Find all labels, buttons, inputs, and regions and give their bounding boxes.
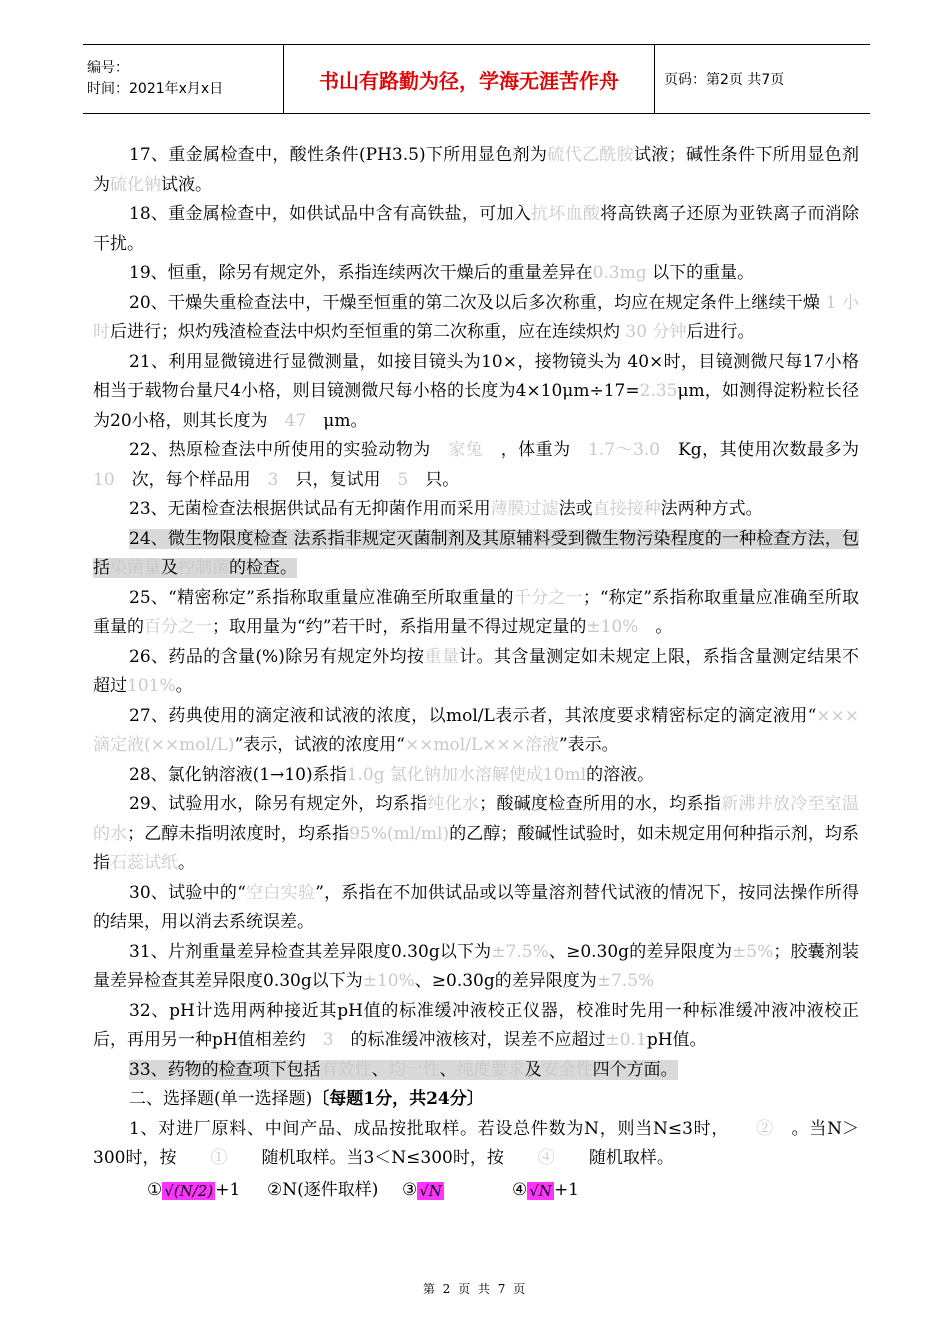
question-text: 随机取样。 <box>554 1148 674 1168</box>
paragraph-q24 <box>93 525 859 584</box>
question-text: 后进行。 <box>686 322 755 342</box>
option-number: ④ <box>512 1179 528 1200</box>
question-text: 二、选择题(单一选择题) <box>129 1089 313 1109</box>
header-meta <box>83 45 283 113</box>
question-text: 后进行；炽灼残渣检查法中炽灼至恒重的第二次称重，应在连续炽灼 <box>110 322 620 342</box>
paragraph-q22 <box>93 436 876 495</box>
question-text: 的标准缓冲液核对，误差不应超过 <box>333 1030 606 1050</box>
option-text: N(逐件取样) <box>282 1179 379 1200</box>
paragraph-c1 <box>93 1115 859 1174</box>
question-text: pH值。 <box>646 1030 707 1050</box>
answer-text: 均一性 <box>388 1059 440 1080</box>
question-text: ；“称定”系指称取重量应准确至所取重量的 <box>93 587 860 637</box>
question-text: 23、无菌检查法根据供试品有无抑菌作用而采用 <box>129 499 491 519</box>
answer-text: ±5% <box>732 941 774 962</box>
formula-image: √N <box>529 1181 552 1200</box>
answer-text: 1.0g 氯化钠加水溶解使成10ml <box>346 764 587 785</box>
header-page-info <box>655 45 870 113</box>
question-text: 的溶液。 <box>586 764 655 785</box>
question-text: 试液。 <box>161 174 212 195</box>
answer-text: 3 <box>322 1030 334 1050</box>
question-text: 18、重金属检查中，如供试品中含有高铁盐，可加入 <box>129 204 532 224</box>
question-text: 32、pH计选用两种接近其pH值的标准缓冲液校正仪器，校准时先用一种标准缓冲液冲液校正后，再用另一种pH值相差约 <box>93 1000 859 1050</box>
answer-text: 重量 <box>424 646 460 667</box>
question-text: 17、重金属检查中，酸性条件(PH3.5)下所用显色剂为 <box>129 145 548 165</box>
paragraph-q27 <box>93 702 859 761</box>
answer-text: 30 分钟 <box>620 322 687 342</box>
question-text: 的乙醇；酸碱性试验时，如未规定用何种指示剂，均系指 <box>93 823 860 873</box>
question-text: 法或 <box>558 499 593 519</box>
answer-text: ±10% <box>362 971 415 991</box>
header-motto <box>283 45 655 113</box>
option-number: ② <box>267 1179 283 1200</box>
question-text: μm，如测得淀粉粒长径为20小格，则其长度为 <box>93 381 860 431</box>
question-text: 、 <box>371 1059 389 1080</box>
paragraph-q21 <box>93 348 859 437</box>
question-text: 。当N＞300时，按 <box>93 1118 860 1168</box>
paragraph-q33 <box>93 1056 859 1086</box>
number-label: 编号： <box>87 60 129 76</box>
question-text: 20、干燥失重检查法中，干燥至恒重的第二次及以后多次称重，均应在规定条件上继续干燥 <box>129 292 821 313</box>
answer-text: ④ <box>537 1148 555 1168</box>
question-text: 。 <box>175 676 193 696</box>
option-text: +1 <box>553 1179 579 1200</box>
answer-text: ×××滴定液(××mol/L) <box>93 705 859 755</box>
question-text: ；酸碱度检查所用的水，均系指 <box>479 794 722 814</box>
paragraph-q20 <box>93 289 859 348</box>
question-text: 。 <box>178 853 195 873</box>
question-text: 。 <box>638 617 673 637</box>
question-text: 的检查。 <box>229 558 297 578</box>
answer-text: 2.35 <box>639 381 678 401</box>
question-text: 1、对进厂原料、中间产品、成品按批取样。若设总件数为N，则当N≤3时， <box>129 1118 757 1139</box>
answer-text: 石蕊试纸 <box>110 853 178 873</box>
answer-text: ±7.5% <box>596 971 655 991</box>
answer-text: 101% <box>127 676 176 696</box>
question-text: 法两种方式。 <box>660 499 763 519</box>
answer-text: 家兔 <box>448 440 484 460</box>
paragraph-q32 <box>93 997 859 1056</box>
option-3 <box>402 1176 512 1206</box>
answer-text: ××mol/L×××溶液 <box>404 735 559 755</box>
question-text: 及 <box>524 1059 542 1080</box>
question-text: ；乙醇未指明浓度时，均系指 <box>127 823 350 844</box>
answer-text: 直接接种 <box>592 499 661 519</box>
question-text: μm。 <box>306 410 368 431</box>
answer-text: 千分之一 <box>513 587 583 608</box>
answer-text: 5 <box>397 469 409 490</box>
question-text: 31、片剂重量差异检查其差异限度0.30g以下为 <box>129 941 492 962</box>
page-header <box>83 44 870 114</box>
question-text: ；胶囊剂装量差异检查其差异限度0.30g以下为 <box>93 941 859 991</box>
question-text: 27、药典使用的滴定液和试液的浓度，以mol/L表示者，其浓度要求精密标定的滴定液用“ <box>129 705 817 726</box>
paragraph-sec2 <box>93 1085 859 1115</box>
answer-text: ① <box>210 1148 228 1168</box>
answer-text: 新沸并放冷至室温的水 <box>93 794 860 844</box>
paragraph-q19 <box>93 259 859 289</box>
answer-text: 0.3mg <box>592 263 647 283</box>
question-text: 试液；碱性条件下所用显色剂为 <box>93 145 860 195</box>
paragraph-q18 <box>93 200 859 259</box>
paragraph-q25 <box>93 584 859 643</box>
question-text: 以下的重量。 <box>646 263 755 283</box>
question-text: 19、恒重，除另有规定外，系指连续两次干燥后的重量差异在 <box>129 263 593 283</box>
answer-text: ±7.5% <box>491 941 549 962</box>
paragraph-q28 <box>93 761 859 791</box>
answer-text: 1.7～3.0 <box>588 440 661 460</box>
question-text: 只。 <box>408 469 460 490</box>
question-text: 随机取样。当3＜N≤300时，按 <box>227 1148 538 1168</box>
answer-text: ② <box>756 1118 774 1139</box>
option-number: ③ <box>402 1179 418 1200</box>
question-text: 、≥0.30g的差异限度为 <box>414 971 597 991</box>
question-text: ，体重为 <box>483 440 589 460</box>
question-text: 将高铁离子还原为亚铁离子而消除干扰。 <box>93 204 860 254</box>
question-text: 、≥0.30g的差异限度为 <box>548 941 733 962</box>
question-text: 21、利用显微镜进行显微测量，如接目镜头为10×，接物镜头为 40×时，目镜测微尺每17小格相当于载物台量尺4小格，则目镜测微尺每小格的长度为4×10μm÷17= <box>93 351 859 401</box>
question-text: 及 <box>161 558 178 578</box>
question-text: 、 <box>439 1059 457 1080</box>
paragraph-q17 <box>93 141 859 200</box>
motto-text: 书山有路勤为径，学海无涯苦作舟 <box>319 68 619 93</box>
answer-text: 抗坏血酸 <box>531 204 601 224</box>
question-text: 计。其含量测定如未规定上限，系指含量测定结果不超过 <box>93 646 859 696</box>
answer-text: 百分之一 <box>144 617 212 637</box>
question-text: 次，每个样品用 <box>114 469 268 490</box>
answer-text: 95%(ml/ml) <box>349 823 450 844</box>
question-text: ”，系指在不加供试品或以等量溶剂替代试液的情况下，按同法操作所得的结果，用以消去系统误差。 <box>93 882 859 932</box>
answer-text: 安全性 <box>541 1059 593 1080</box>
paragraph-q29 <box>93 790 859 879</box>
option-number: ① <box>147 1179 163 1200</box>
question-text: ”表示，试液的浓度用“ <box>234 735 405 755</box>
option-2 <box>267 1176 402 1206</box>
question-text: 29、试验用水，除另有规定外，均系指 <box>129 794 428 814</box>
question-text: 33、药物的检查项下包括 <box>129 1059 321 1080</box>
answer-text: 薄膜过滤 <box>490 499 559 519</box>
answer-text: 控制菌 <box>178 558 229 578</box>
answer-text: 47 <box>284 410 307 431</box>
answer-text: 1 小时 <box>93 292 859 342</box>
question-text: 〔每题1分，共24分〕 <box>312 1089 484 1109</box>
paragraph-q31 <box>93 938 859 997</box>
answer-text: 10 <box>93 469 115 490</box>
answer-text: 空白实验 <box>245 882 316 903</box>
date-label: 时间：2021年x月x日 <box>87 81 224 97</box>
answer-text: 硫化钠 <box>110 174 161 195</box>
question-text: 22、热原检查法中所使用的实验动物为 <box>129 440 449 460</box>
option-text: +1 <box>215 1179 241 1200</box>
paragraph-q23 <box>93 495 859 525</box>
document-body <box>93 141 876 1208</box>
answer-text: ±0.1 <box>605 1030 647 1050</box>
question-text: ；取用量为“约”若干时，系指用量不得过规定量的 <box>212 617 587 637</box>
question-text: 只，复试用 <box>278 469 398 490</box>
formula-image: √(N/2) <box>164 1181 214 1200</box>
question-text: 30、试验中的“ <box>129 882 246 903</box>
answer-text: 纯化水 <box>427 794 480 814</box>
answer-text: ±10% <box>586 617 639 637</box>
answer-text: 染菌量 <box>110 558 161 578</box>
question-text: 25、“精密称定”系指称取重量应准确至所取重量的 <box>129 587 514 608</box>
page-info-text: 页码：第2页 共7页 <box>664 72 785 88</box>
paragraph-q30 <box>93 879 859 938</box>
question-text: Kg，其使用次数最多为 <box>660 440 876 460</box>
answer-text: 硫代乙酰胺 <box>547 145 634 165</box>
question-text: 24、微生物限度检查 法系指非规定灭菌制剂及其原辅料受到微生物污染程度的一种检查方法，包括 <box>93 528 859 578</box>
question-text: ”表示。 <box>558 735 619 755</box>
answer-text: 3 <box>267 469 279 490</box>
paragraph-q26 <box>93 643 859 702</box>
answer-text: 纯度要求 <box>456 1059 525 1080</box>
option-1 <box>147 1176 267 1206</box>
question-text: 四个方面。 <box>592 1059 678 1080</box>
question-text: 26、药品的含量(%)除另有规定外均按 <box>129 646 425 667</box>
formula-image: √N <box>419 1181 442 1200</box>
question-text: 28、氯化钠溶液(1→10)系指 <box>129 764 347 785</box>
page-footer: 第 2 页 共 7 页 <box>422 1282 528 1296</box>
option-4 <box>512 1176 612 1206</box>
choice-options <box>93 1174 859 1208</box>
answer-text: 有效性 <box>320 1059 372 1080</box>
